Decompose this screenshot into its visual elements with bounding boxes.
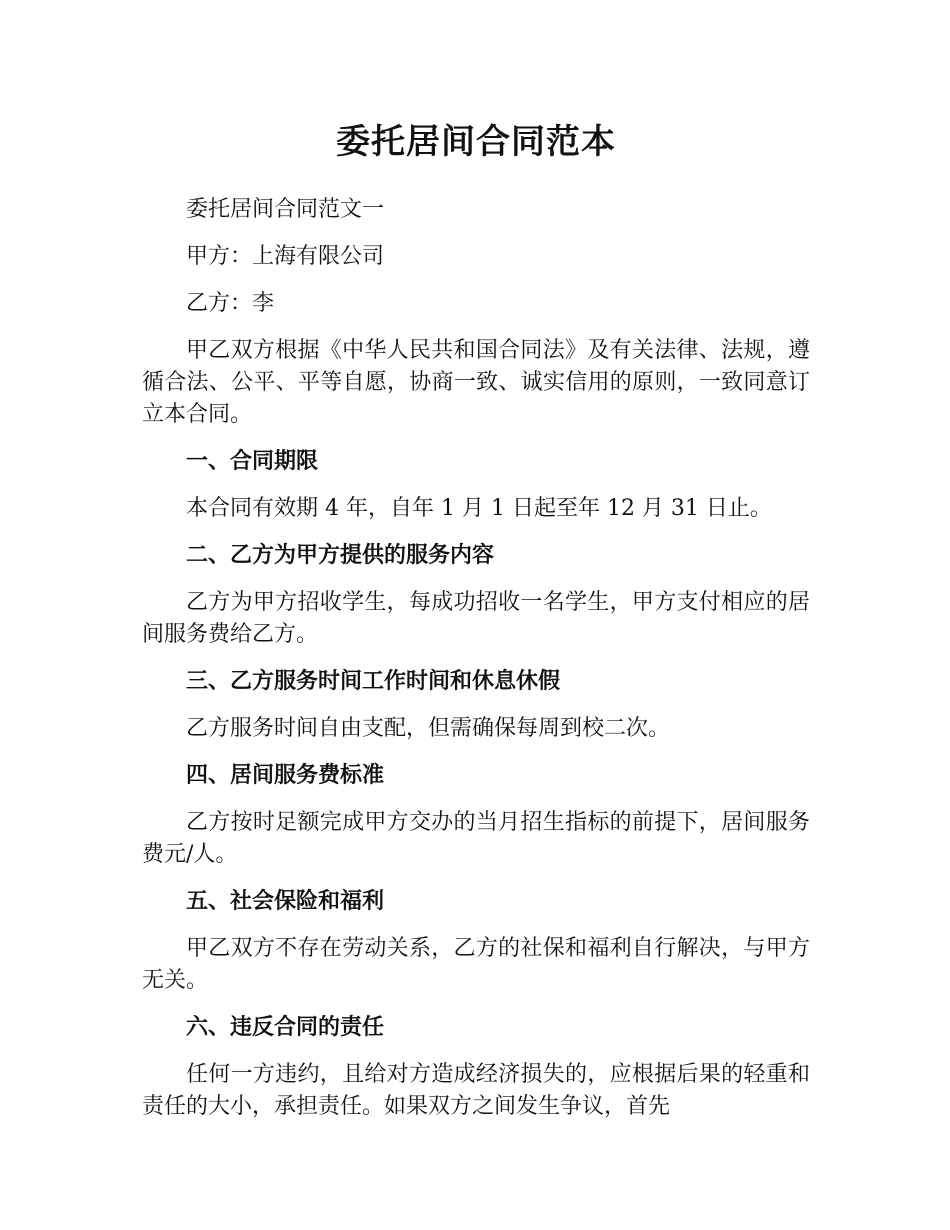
section-heading-term: 一、合同期限 bbox=[186, 449, 319, 474]
section-heading-fee: 四、居间服务费标准 bbox=[186, 763, 385, 788]
section-heading-hours: 三、乙方服务时间工作时间和休息休假 bbox=[186, 669, 561, 694]
section-heading-liability: 六、违反合同的责任 bbox=[186, 1015, 385, 1040]
section-heading-services: 二、乙方为甲方提供的服务内容 bbox=[186, 543, 495, 568]
section-heading-insurance: 五、社会保险和福利 bbox=[186, 889, 385, 914]
section-body-liability: 任何一方违约，且给对方造成经济损失的，应根据后果的轻重和责任的大小，承担责任。如果双方之间发生争议，首先 bbox=[142, 1062, 810, 1119]
document-content bbox=[142, 118, 810, 1138]
section-body-fee: 乙方按时足额完成甲方交办的当月招生指标的前提下，居间服务费元/人。 bbox=[142, 810, 810, 867]
document-title: 委托居间合同范本 bbox=[336, 122, 616, 162]
document-subtitle: 委托居间合同范文一 bbox=[186, 197, 385, 222]
intro-paragraph: 甲乙双方根据《中华人民共和国合同法》及有关法律、法规，遵循合法、公平、平等自愿，协商一致、诚实信用的原则，一致同意订立本合同。 bbox=[142, 338, 810, 427]
party-a: 甲方：上海有限公司 bbox=[186, 244, 385, 269]
section-body-insurance: 甲乙双方不存在劳动关系，乙方的社保和福利自行解决，与甲方无关。 bbox=[142, 936, 810, 993]
party-b: 乙方：李 bbox=[186, 291, 275, 316]
section-body-services: 乙方为甲方招收学生，每成功招收一名学生，甲方支付相应的居间服务费给乙方。 bbox=[142, 590, 810, 647]
section-body-term: 本合同有效期 4 年，自年 1 月 1 日起至年 12 月 31 日止。 bbox=[186, 496, 772, 521]
section-body-hours: 乙方服务时间自由支配，但需确保每周到校二次。 bbox=[186, 716, 671, 741]
